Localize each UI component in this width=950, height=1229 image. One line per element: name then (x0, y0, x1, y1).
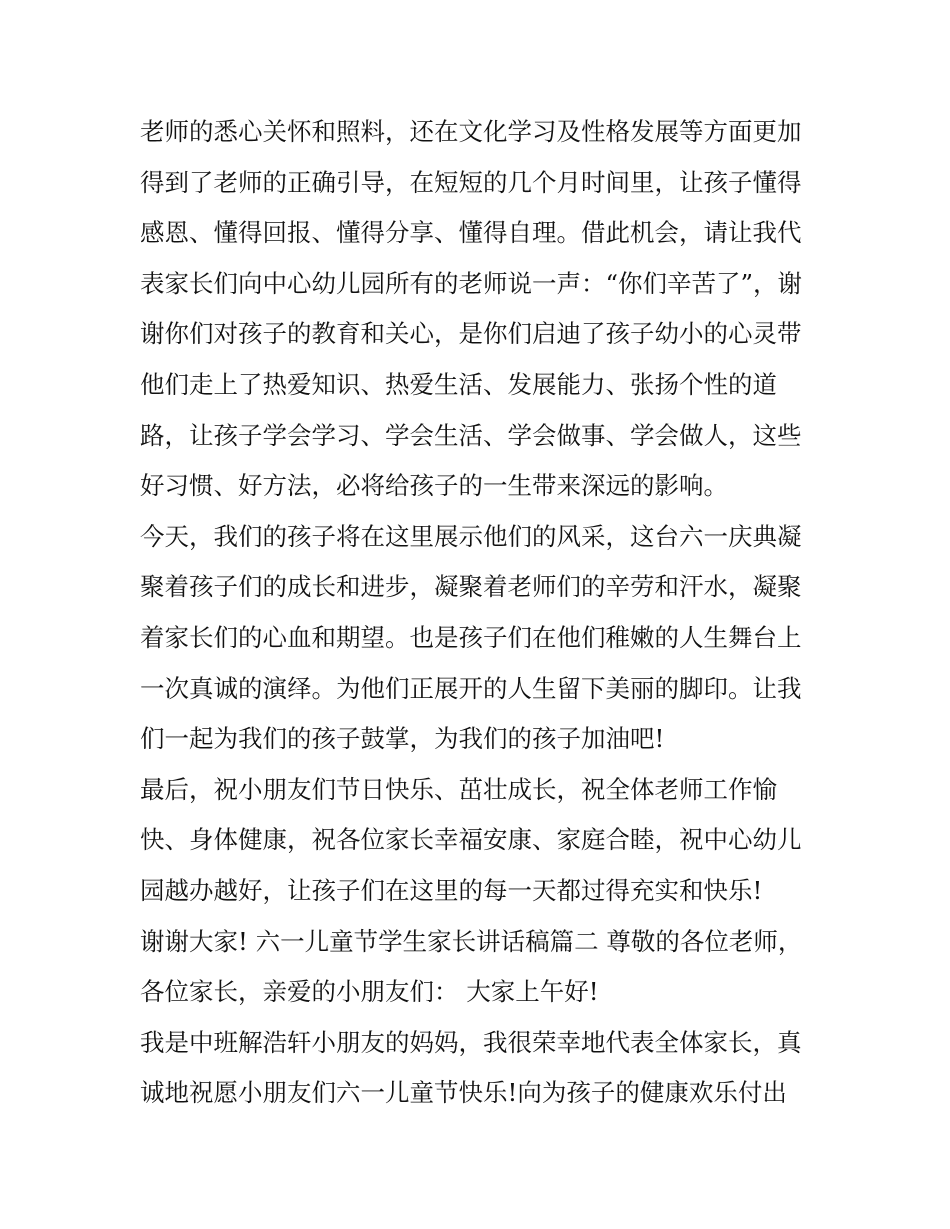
text-line: 园越办越好，让孩子们在这里的每一天都过得充实和快乐! (140, 875, 763, 905)
text-line: 今天，我们的孩子将在这里展示他们的风采，这台六一庆典凝 (140, 521, 802, 551)
text-line: 好习惯、好方法，必将给孩子的一生带来深远的影响。 (140, 471, 728, 501)
text-line: 我是中班解浩轩小朋友的妈妈，我很荣幸地代表全体家长，真 (140, 1027, 802, 1057)
text-line: 们一起为我们的孩子鼓掌，为我们的孩子加油吧! (140, 724, 665, 754)
text-line: 感恩、懂得回报、懂得分享、懂得自理。借此机会，请让我代 (140, 218, 802, 248)
text-line: 诚地祝愿小朋友们六一儿童节快乐!向为孩子的健康欢乐付出 (140, 1078, 787, 1108)
text-line: 他们走上了热爱知识、热爱生活、发展能力、张扬个性的道 (140, 369, 777, 399)
text-line: 聚着孩子们的成长和进步，凝聚着老师们的辛劳和汗水，凝聚 (140, 572, 802, 602)
text-line: 表家长们向中心幼儿园所有的老师说一声：“你们辛苦了”，谢 (140, 268, 803, 298)
body-text (140, 107, 820, 1119)
text-line: 一次真诚的演绎。为他们正展开的人生留下美丽的脚印。让我 (140, 673, 802, 703)
text-line: 快、身体健康，祝各位家长幸福安康、家庭合睦，祝中心幼儿 (140, 825, 802, 855)
text-line: 着家长们的心血和期望。也是孩子们在他们稚嫩的人生舞台上 (140, 622, 802, 652)
text-line: 谢你们对孩子的教育和关心，是你们启迪了孩子幼小的心灵带 (140, 319, 802, 349)
text-line: 老师的悉心关怀和照料，还在文化学习及性格发展等方面更加 (140, 117, 802, 146)
text-line: 得到了老师的正确引导，在短短的几个月时间里，让孩子懂得 (140, 167, 802, 197)
text-line: 路，让孩子学会学习、学会生活、学会做事、学会做人，这些 (140, 420, 802, 450)
text-line: 谢谢大家! 六一儿童节学生家长讲话稿篇二 尊敬的各位老师， (140, 926, 803, 956)
text-line: 最后，祝小朋友们节日快乐、茁壮成长，祝全体老师工作愉 (140, 774, 777, 804)
text-line: 各位家长，亲爱的小朋友们： 大家上午好! (140, 977, 599, 1007)
